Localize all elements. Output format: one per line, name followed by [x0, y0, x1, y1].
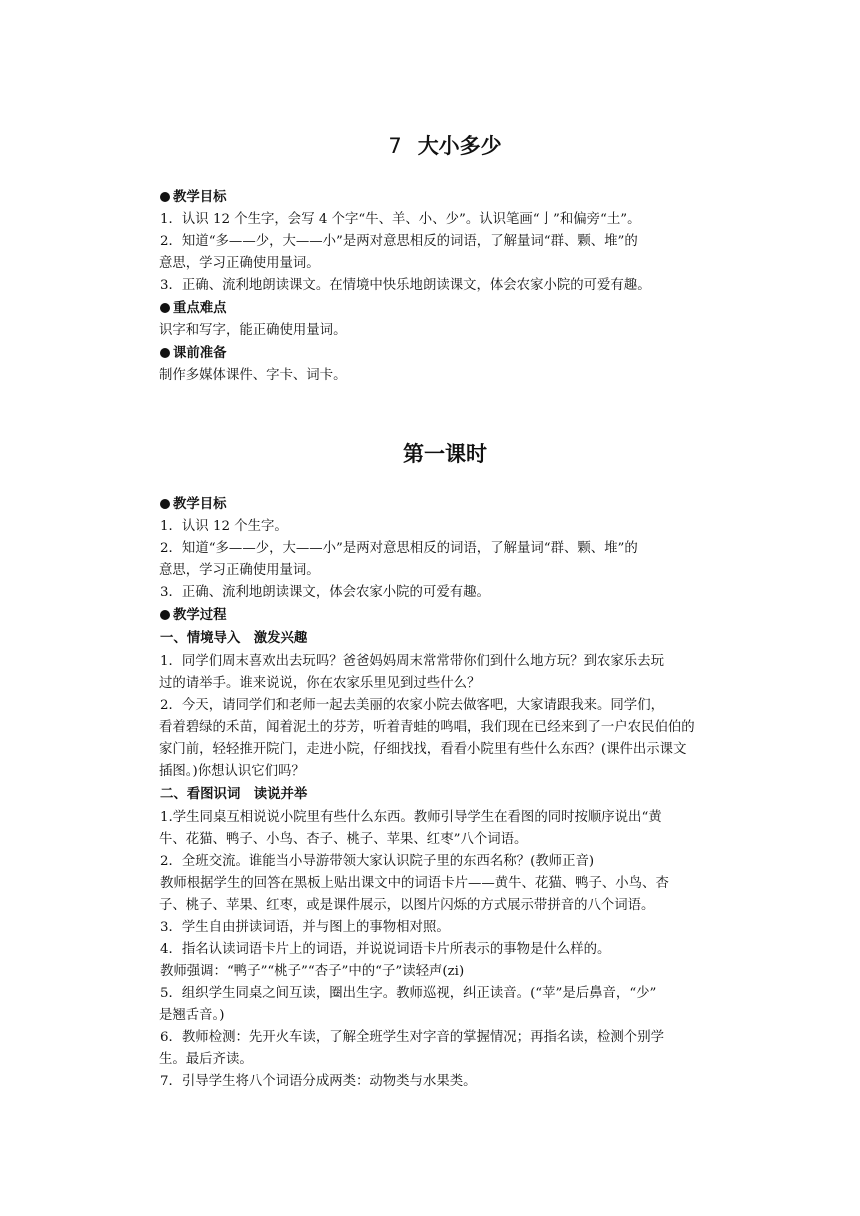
part1-line-2: 过的请举手。谁来说说，你在农家乐里见到过些什么？	[159, 676, 481, 691]
part2-line-9: 5．组织学生同桌之间互读，圈出生字。教师巡视，纠正读音。(“苹”是后鼻音，“少”	[160, 986, 657, 1001]
goals-heading: 教学目标	[160, 187, 730, 209]
period-goal-3: 3．正确、流利地朗读课文，体会农家小院的可爱有趣。	[160, 585, 490, 600]
bullet-icon	[160, 303, 170, 313]
lesson-name: 大小多少	[417, 134, 502, 158]
key-text: 识字和写字，能正确使用量词。	[159, 323, 347, 338]
part2-heading: 二、看图识词 读说并举	[160, 787, 308, 802]
part2-line-4: 教师根据学生的回答在黑板上贴出课文中的词语卡片——黄牛、花猫、鸭子、小鸟、杏	[160, 876, 669, 891]
part2-line-3: 2．全班交流。谁能当小导游带领大家认识院子里的东西名称？(教师正音)	[160, 854, 595, 869]
prep-heading: 课前准备	[160, 343, 730, 365]
part2-line-7: 4．指名认读词语卡片上的词语，并说说词语卡片所表示的事物是什么样的。	[160, 942, 611, 957]
part1-heading: 一、情境导入 激发兴趣	[160, 631, 308, 646]
period-title: 第一课时	[403, 442, 487, 466]
part1-line-5: 家门前，轻轻推开院门，走进小院，仔细找找，看看小院里有些什么东西？(课件出示课文	[159, 742, 687, 757]
part2-line-6: 3．学生自由拼读词语，并与图上的事物相对照。	[160, 920, 450, 935]
part1-line-3: 2．今天，请同学们和老师一起去美丽的农家小院去做客吧，大家请跟我来。同学们，	[160, 698, 664, 713]
prep-text: 制作多媒体课件、字卡、词卡。	[159, 368, 347, 383]
part2-line-10: 是翘舌音。)	[159, 1008, 225, 1023]
goal-line-1: 1．认识 12 个生字，会写 4 个字“牛、羊、小、少”。认识笔画“亅”和偏旁“土”。	[160, 212, 641, 227]
goal-line-3: 3．正确、流利地朗读课文。在情境中快乐地朗读课文，体会农家小院的可爱有趣。	[160, 278, 651, 293]
part2-line-11: 6．教师检测：先开火车读，了解全班学生对字音的掌握情况；再指名读，检测个别学	[160, 1030, 664, 1045]
period-goal-1: 1．认识 12 个生字。	[160, 519, 288, 534]
part2-line-13: 7．引导学生将八个词语分成两类：动物类与水果类。	[160, 1074, 477, 1089]
part2-line-1: 1.学生同桌互相说说小院里有些什么东西。教师引导学生在看图的同时按顺序说出“黄	[160, 810, 662, 825]
part2-line-12: 生。最后齐读。	[159, 1052, 253, 1067]
key-heading: 重点难点	[160, 298, 730, 320]
part1-line-6: 插图。)你想认识它们吗？	[159, 764, 305, 779]
lesson-number: 7	[388, 134, 402, 158]
period-goal-2-cont: 意思，学习正确使用量词。	[159, 563, 320, 578]
bullet-icon	[160, 610, 170, 620]
part2-line-2: 牛、花猫、鸭子、小鸟、杏子、桃子、苹果、红枣”八个词语。	[159, 832, 528, 847]
bullet-icon	[160, 499, 170, 509]
period-goal-2: 2．知道“多——少，大——小”是两对意思相反的词语，了解量词“群、颗、堆”的	[160, 541, 638, 556]
bullet-icon	[160, 192, 170, 202]
bullet-icon	[160, 348, 170, 358]
goal-line-2-cont: 意思，学习正确使用量词。	[159, 256, 320, 271]
process-heading: 教学过程	[160, 605, 730, 627]
part2-line-8: 教师强调：“鸭子”“桃子”“杏子”中的“子”读轻声(zi)	[160, 964, 465, 979]
part1-line-1: 1．同学们周末喜欢出去玩吗？爸爸妈妈周末常常带你们到什么地方玩？到农家乐去玩	[160, 654, 664, 669]
lesson-title	[160, 132, 730, 160]
part1-line-4: 看着碧绿的禾苗，闻着泥土的芬芳，听着青蛙的鸣唱，我们现在已经来到了一户农民伯伯的	[159, 720, 695, 735]
period-goals-heading: 教学目标	[160, 494, 730, 516]
goal-line-2: 2．知道“多——少，大——小”是两对意思相反的词语，了解量词“群、颗、堆”的	[160, 234, 638, 249]
part2-line-5: 子、桃子、苹果、红枣，或是课件展示，以图片闪烁的方式展示带拼音的八个词语。	[159, 898, 655, 913]
